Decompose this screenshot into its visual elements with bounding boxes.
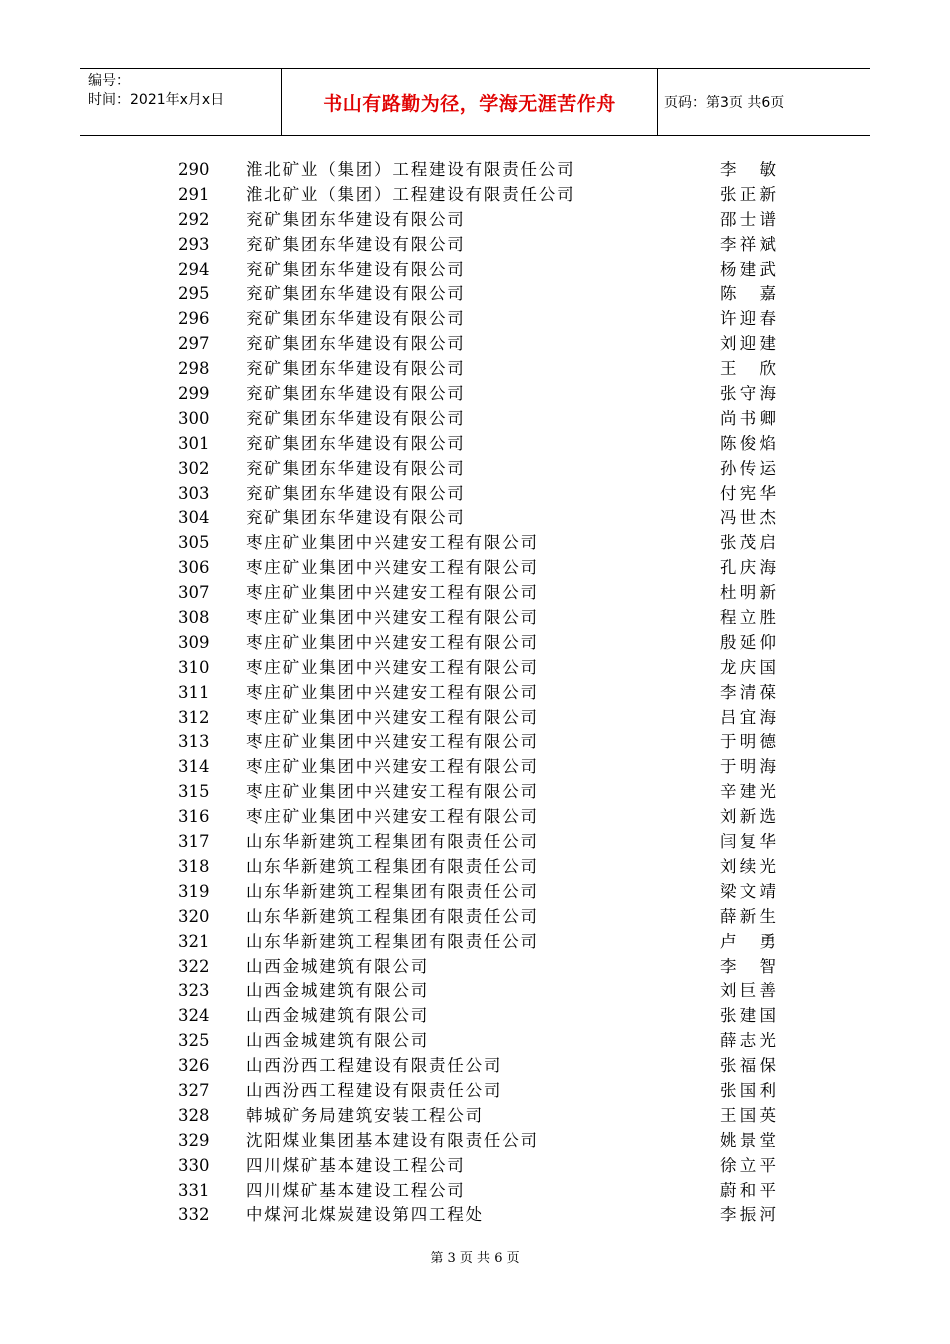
list-item — [0, 457, 950, 482]
person-name: 刘迎建 — [720, 334, 776, 354]
company-name: 枣庄矿业集团中兴建安工程有限公司 — [246, 757, 539, 777]
header-meta — [80, 69, 282, 135]
list-item — [0, 407, 950, 432]
list-item — [0, 855, 950, 880]
header-page-info: 页码：第3页 共6页 — [664, 95, 785, 111]
company-name: 兖矿集团东华建设有限公司 — [246, 209, 466, 229]
list-item — [0, 233, 950, 258]
row-number: 292 — [178, 209, 210, 229]
company-name: 山东华新建筑工程集团有限责任公司 — [246, 931, 539, 951]
row-number: 291 — [178, 184, 210, 204]
header-motto: 书山有路勤为径，学海无涯苦作舟 — [282, 69, 658, 135]
list-item — [0, 1203, 950, 1228]
company-name: 山西金城建筑有限公司 — [246, 956, 429, 976]
person-name: 龙庆国 — [720, 657, 776, 677]
page-footer: 第 3 页 共 6 页 — [430, 1251, 520, 1266]
row-number: 315 — [178, 782, 210, 802]
person-name: 李祥斌 — [720, 234, 776, 254]
row-number: 328 — [178, 1105, 210, 1125]
list-item — [0, 183, 950, 208]
company-name: 四川煤矿基本建设工程公司 — [246, 1155, 466, 1175]
row-number: 307 — [178, 583, 210, 603]
list-item — [0, 930, 950, 955]
company-name: 枣庄矿业集团中兴建安工程有限公司 — [246, 657, 539, 677]
company-name: 山西金城建筑有限公司 — [246, 981, 429, 1001]
person-name: 程立胜 — [720, 608, 776, 628]
row-number: 314 — [178, 757, 210, 777]
row-number: 300 — [178, 408, 210, 428]
row-number: 305 — [178, 533, 210, 553]
row-number: 309 — [178, 632, 210, 652]
list-item — [0, 706, 950, 731]
company-name: 山东华新建筑工程集团有限责任公司 — [246, 906, 539, 926]
company-name: 兖矿集团东华建设有限公司 — [246, 508, 466, 528]
person-name: 王国英 — [720, 1105, 776, 1125]
person-name: 陈 嘉 — [720, 284, 776, 304]
list-item — [0, 905, 950, 930]
row-number: 311 — [178, 682, 210, 702]
person-name: 李振河 — [720, 1205, 776, 1225]
person-name: 殷延仰 — [720, 632, 776, 652]
person-name: 邵士谱 — [720, 209, 776, 229]
person-name: 吕宜海 — [720, 707, 776, 727]
row-number: 320 — [178, 906, 210, 926]
company-name: 枣庄矿业集团中兴建安工程有限公司 — [246, 583, 539, 603]
person-name: 李 敏 — [720, 160, 776, 179]
list-item — [0, 656, 950, 681]
list-item — [0, 1179, 950, 1204]
list-item — [0, 531, 950, 556]
list-item — [0, 880, 950, 905]
person-name: 张守海 — [720, 384, 776, 404]
company-name: 山东华新建筑工程集团有限责任公司 — [246, 881, 539, 901]
company-name: 韩城矿务局建筑安装工程公司 — [246, 1105, 484, 1125]
company-name: 兖矿集团东华建设有限公司 — [246, 259, 466, 279]
company-name: 枣庄矿业集团中兴建安工程有限公司 — [246, 782, 539, 802]
row-number: 299 — [178, 384, 210, 404]
person-name: 尚书卿 — [720, 408, 776, 428]
company-name: 枣庄矿业集团中兴建安工程有限公司 — [246, 533, 539, 553]
row-number: 296 — [178, 309, 210, 329]
row-number: 319 — [178, 881, 210, 901]
person-name: 李清葆 — [720, 682, 776, 702]
company-name: 兖矿集团东华建设有限公司 — [246, 408, 466, 428]
company-name: 枣庄矿业集团中兴建安工程有限公司 — [246, 608, 539, 628]
list-item — [0, 1054, 950, 1079]
person-name: 于明德 — [720, 732, 776, 752]
list-item — [0, 482, 950, 507]
row-number: 332 — [178, 1205, 210, 1225]
row-number: 306 — [178, 558, 210, 578]
person-name: 许迎春 — [720, 309, 776, 329]
page-header — [80, 68, 870, 136]
row-number: 313 — [178, 732, 210, 752]
person-name: 陈俊焰 — [720, 433, 776, 453]
list-item — [0, 955, 950, 980]
company-name: 山东华新建筑工程集团有限责任公司 — [246, 832, 539, 852]
company-name: 枣庄矿业集团中兴建安工程有限公司 — [246, 632, 539, 652]
person-name: 孔庆海 — [720, 558, 776, 578]
row-number: 304 — [178, 508, 210, 528]
person-name: 薛志光 — [720, 1031, 776, 1051]
company-name: 淮北矿业（集团）工程建设有限责任公司 — [246, 160, 576, 179]
row-number: 318 — [178, 856, 210, 876]
list-item — [0, 158, 950, 183]
list-item — [0, 357, 950, 382]
list-item — [0, 1104, 950, 1129]
list-item — [0, 1129, 950, 1154]
company-name: 兖矿集团东华建设有限公司 — [246, 483, 466, 503]
person-name: 杜明新 — [720, 583, 776, 603]
person-name: 张建国 — [720, 1006, 776, 1026]
list-item — [0, 1004, 950, 1029]
row-number: 298 — [178, 359, 210, 379]
list-item — [0, 506, 950, 531]
list-item — [0, 730, 950, 755]
company-name: 兖矿集团东华建设有限公司 — [246, 284, 466, 304]
person-name: 张福保 — [720, 1056, 776, 1076]
row-number: 326 — [178, 1056, 210, 1076]
person-name: 闫复华 — [720, 832, 776, 852]
time-label: 时间：2021年x月x日 — [88, 92, 225, 108]
company-name: 兖矿集团东华建设有限公司 — [246, 309, 466, 329]
company-name: 枣庄矿业集团中兴建安工程有限公司 — [246, 732, 539, 752]
person-name: 刘续光 — [720, 856, 776, 876]
company-name: 沈阳煤业集团基本建设有限责任公司 — [246, 1130, 539, 1150]
person-name: 于明海 — [720, 757, 776, 777]
company-name: 山西金城建筑有限公司 — [246, 1031, 429, 1051]
list-item — [0, 382, 950, 407]
row-number: 308 — [178, 608, 210, 628]
company-name: 枣庄矿业集团中兴建安工程有限公司 — [246, 707, 539, 727]
person-name: 付宪华 — [720, 483, 776, 503]
row-number: 327 — [178, 1080, 210, 1100]
person-name: 梁文靖 — [720, 881, 776, 901]
row-number: 316 — [178, 807, 210, 827]
company-name: 中煤河北煤炭建设第四工程处 — [246, 1205, 484, 1225]
person-name: 徐立平 — [720, 1155, 776, 1175]
company-name: 兖矿集团东华建设有限公司 — [246, 359, 466, 379]
list-item — [0, 606, 950, 631]
company-name: 山西汾西工程建设有限责任公司 — [246, 1056, 503, 1076]
company-name: 山西汾西工程建设有限责任公司 — [246, 1080, 503, 1100]
row-number: 322 — [178, 956, 210, 976]
row-number: 310 — [178, 657, 210, 677]
person-name: 刘巨善 — [720, 981, 776, 1001]
row-number: 293 — [178, 234, 210, 254]
company-name: 四川煤矿基本建设工程公司 — [246, 1180, 466, 1200]
row-number: 297 — [178, 334, 210, 354]
list-item — [0, 1154, 950, 1179]
list-item — [0, 830, 950, 855]
list-item — [0, 307, 950, 332]
row-number: 331 — [178, 1180, 210, 1200]
row-number: 290 — [178, 160, 210, 179]
company-name: 枣庄矿业集团中兴建安工程有限公司 — [246, 558, 539, 578]
list-item — [0, 755, 950, 780]
company-name: 兖矿集团东华建设有限公司 — [246, 384, 466, 404]
list-item — [0, 332, 950, 357]
list-item — [0, 556, 950, 581]
list-item — [0, 208, 950, 233]
list-item — [0, 282, 950, 307]
row-number: 303 — [178, 483, 210, 503]
row-number: 321 — [178, 931, 210, 951]
row-number: 295 — [178, 284, 210, 304]
company-name: 兖矿集团东华建设有限公司 — [246, 234, 466, 254]
row-number: 301 — [178, 433, 210, 453]
row-number: 324 — [178, 1006, 210, 1026]
company-name: 兖矿集团东华建设有限公司 — [246, 433, 466, 453]
row-number: 302 — [178, 458, 210, 478]
company-name: 山东华新建筑工程集团有限责任公司 — [246, 856, 539, 876]
list-item — [0, 631, 950, 656]
person-name: 蔚和平 — [720, 1180, 776, 1200]
list-item — [0, 581, 950, 606]
list-item — [0, 979, 950, 1004]
list-item — [0, 805, 950, 830]
company-name: 枣庄矿业集团中兴建安工程有限公司 — [246, 807, 539, 827]
code-label: 编号： — [88, 73, 130, 89]
person-name: 王 欣 — [720, 359, 776, 379]
person-name: 刘新选 — [720, 807, 776, 827]
row-number: 330 — [178, 1155, 210, 1175]
person-name: 薛新生 — [720, 906, 776, 926]
row-number: 317 — [178, 832, 210, 852]
company-name: 兖矿集团东华建设有限公司 — [246, 458, 466, 478]
row-number: 323 — [178, 981, 210, 1001]
person-name: 卢 勇 — [720, 931, 776, 951]
list-item — [0, 258, 950, 283]
person-name: 李 智 — [720, 956, 776, 976]
person-name: 辛建光 — [720, 782, 776, 802]
company-name: 兖矿集团东华建设有限公司 — [246, 334, 466, 354]
list-item — [0, 1079, 950, 1104]
list-item — [0, 681, 950, 706]
person-name: 孙传运 — [720, 458, 776, 478]
person-name: 姚景堂 — [720, 1130, 776, 1150]
person-name: 冯世杰 — [720, 508, 776, 528]
company-name: 山西金城建筑有限公司 — [246, 1006, 429, 1026]
row-number: 294 — [178, 259, 210, 279]
person-name: 杨建武 — [720, 259, 776, 279]
company-name: 淮北矿业（集团）工程建设有限责任公司 — [246, 184, 576, 204]
list-item — [0, 780, 950, 805]
row-number: 325 — [178, 1031, 210, 1051]
list-item — [0, 432, 950, 457]
row-number: 329 — [178, 1130, 210, 1150]
row-number: 312 — [178, 707, 210, 727]
list-item — [0, 1029, 950, 1054]
person-name: 张国利 — [720, 1080, 776, 1100]
company-name: 枣庄矿业集团中兴建安工程有限公司 — [246, 682, 539, 702]
name-list — [0, 158, 950, 1228]
person-name: 张正新 — [720, 184, 776, 204]
person-name: 张茂启 — [720, 533, 776, 553]
